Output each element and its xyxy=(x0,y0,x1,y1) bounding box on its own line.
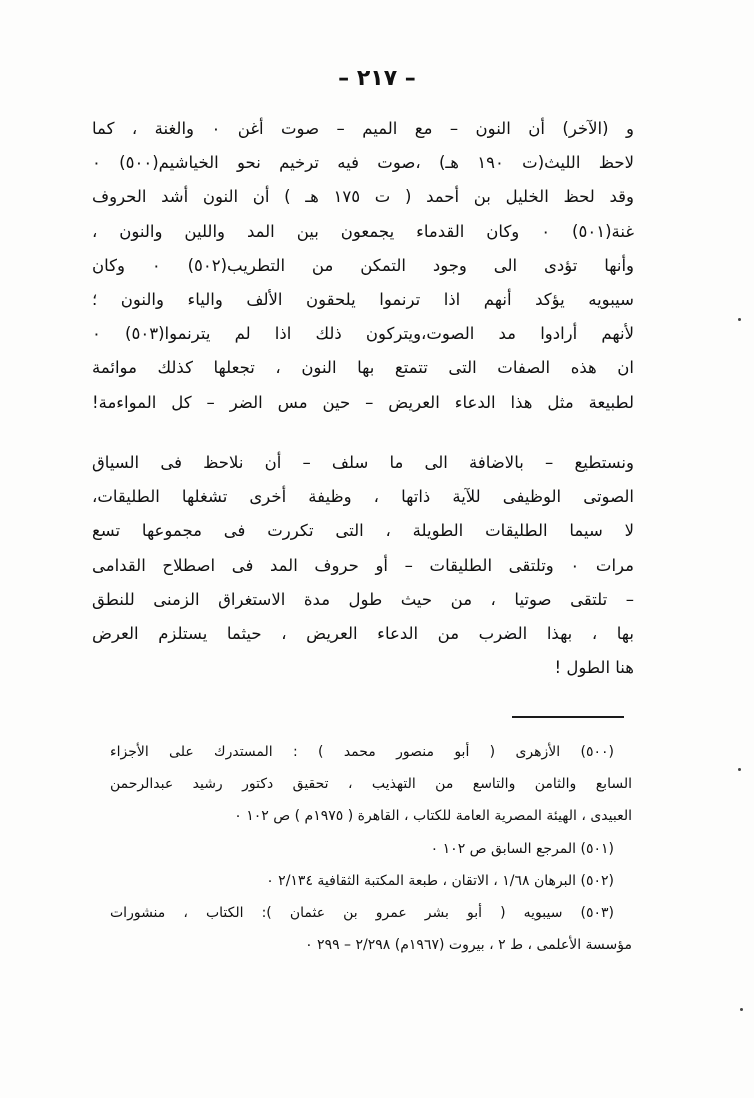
scan-speck xyxy=(740,1008,743,1011)
paragraph-line: غنة(٥٠١) ٠ وكان القدماء يجمعون بين المد واللين والنون ، xyxy=(92,221,634,241)
paragraph-line: وأنها تؤدى الى وجود التمكن من التطريب(٥٠٢) ٠ وكان xyxy=(92,255,634,275)
footnote-separator xyxy=(512,716,624,718)
paragraph-line: هنا الطول ! xyxy=(554,658,634,678)
footnote-500-continued: العبيدى ، الهيئة المصرية العامة للكتاب ، القاهرة ( ١٩٧٥م ) ص ١٠٢ ٠ xyxy=(234,808,632,825)
page-number: – ٢١٧ – xyxy=(338,66,416,91)
paragraph-line: سيبويه يؤكد أنهم اذا ترنموا يلحقون الألف والياء والنون ؛ xyxy=(92,289,634,309)
paragraph-line: ونستطيع – بالاضافة الى ما سلف – أن نلاحظ فى السياق xyxy=(92,453,634,472)
footnote-503-continued: مؤسسة الأعلمى ، ط ٢ ، بيروت (١٩٦٧م) ٢/٢٩٨ – ٢٩٩ ٠ xyxy=(305,937,632,954)
footnote-503: (٥٠٣) سيبويه ( أبو بشر عمرو بن عثمان ): الكتاب ، منشورات xyxy=(110,904,614,921)
paragraph-line: وقد لحظ الخليل بن أحمد ( ت ١٧٥ هـ ) أن النون أشد الحروف xyxy=(92,187,634,207)
paragraph-line: الصوتى الوظيفى للآية ذاتها ، وظيفة أخرى تشغلها الطليقات، xyxy=(92,487,634,507)
paragraph-line: لاحظ الليث(ت ١٩٠ هـ) ،صوت فيه ترخيم نحو الخياشيم(٥٠٠) ٠ xyxy=(92,153,634,173)
footnote-502: (٥٠٢) البرهان ١/٦٨ ، الاتقان ، طبعة المكتبة الثقافية ٢/١٣٤ ٠ xyxy=(266,872,614,889)
scan-speck xyxy=(738,768,741,771)
scan-speck xyxy=(738,318,741,321)
paragraph-line: و (الآخر) أن النون – مع الميم – صوت أغن ٠ والغنة ، كما xyxy=(92,119,634,138)
paragraph-line: لأنهم أرادوا مد الصوت،ويتركون ذلك اذا لم يترنموا(٥٠٣) ٠ xyxy=(92,324,634,344)
paragraph-line: لطبيعة مثل هذا الدعاء العريض – حين مس الضر – كل المواءمة! xyxy=(92,392,634,412)
paragraph-2 xyxy=(92,446,634,685)
footnotes xyxy=(110,736,632,961)
paragraph-1 xyxy=(92,112,634,420)
paragraph-line: – تلتقى صوتيا ، من حيث طول مدة الاستغراق الزمنى للنطق xyxy=(92,589,634,609)
paragraph-line: مرات ٠ وتلتقى الطليقات – أو حروف المد فى اصطلاح القدامى xyxy=(92,555,634,575)
footnote-500-continued: السابع والثامن والتاسع من التهذيب ، تحقيق دكتور رشيد عبدالرحمن xyxy=(110,776,632,793)
paragraph-line: ان هذه الصفات التى تتمتع بها النون ، تجعلها كذلك موائمة xyxy=(92,358,634,378)
paragraph-line: لا سيما الطليقات الطويلة ، التى تكررت فى مجموعها تسع xyxy=(92,521,634,541)
footnote-501: (٥٠١) المرجع السابق ص ١٠٢ ٠ xyxy=(430,840,614,857)
footnote-500: (٥٠٠) الأزهرى ( أبو منصور محمد ) : المستدرك على الأجزاء xyxy=(110,744,614,760)
paragraph-line: بها ، بهذا الضرب من الدعاء العريض ، حيثما يستلزم العرض xyxy=(92,623,634,643)
